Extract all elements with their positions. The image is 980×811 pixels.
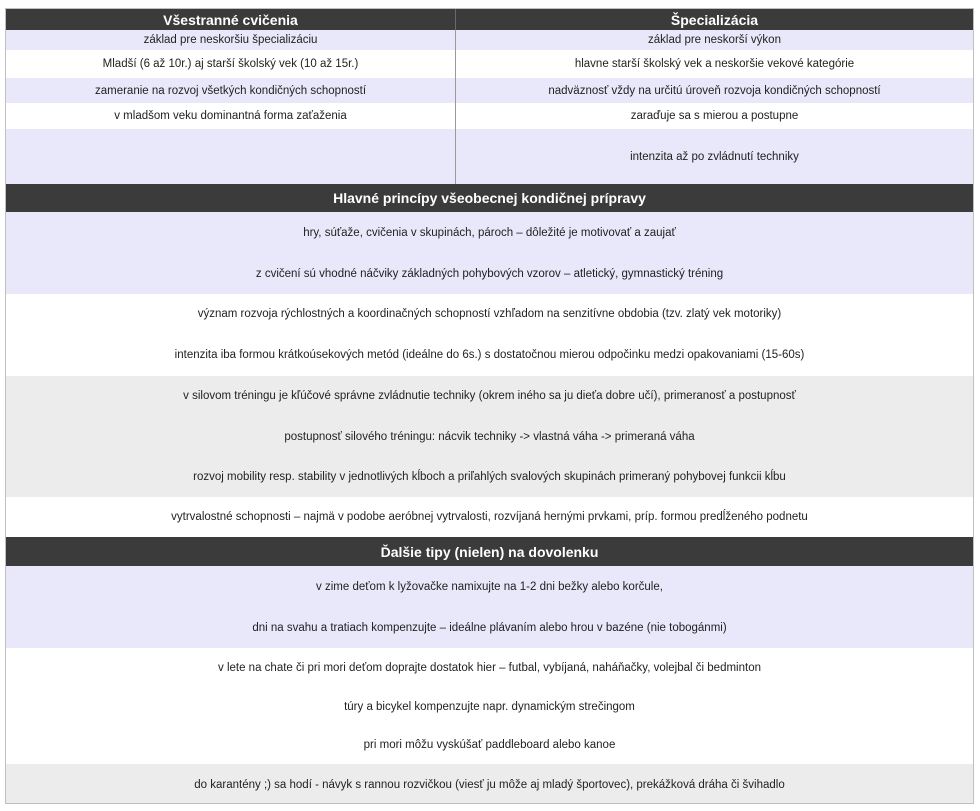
compare-left-cell: zameranie na rozvoj všetkých kondičných schopností [6,78,456,103]
compare-right-cell: zaraďuje sa s mierou a postupne [630,110,799,122]
principle-row: v silovom tréningu je kľúčové správne zvládnutie techniky (okrem iného sa ju dieťa dobre učí), primeranosť a postupnosť [6,376,973,416]
principle-row: intenzita iba formou krátkoúsekových metód (ideálne do 6s.) s dostatočnou mierou odpočinku medzi opakovaniami (15-60s) [6,334,973,376]
tip-row: túry a bicykel kompenzujte napr. dynamickým strečingom [6,687,973,726]
tip-row: v lete na chate či pri mori deťom doprajte dostatok hier – futbal, vybíjaná, naháňačky, volejbal či bedminton [6,648,973,687]
compare-row [6,78,973,103]
compare-left-cell: Mladší (6 až 10r.) aj starší školský vek (10 až 15r.) [6,50,456,78]
principle-row: postupnosť silového tréningu: nácvik techniky -> vlastná váha -> primeraná váha [6,416,973,457]
compare-row [6,129,973,184]
compare-right-cell: hlavne starší školský vek a neskoršie vekové kategórie [574,58,855,70]
compare-right-cell: základ pre neskorší výkon [648,34,781,46]
section-title-principles: Hlavné princípy všeobecnej kondičnej prípravy [6,184,973,212]
principle-row: rozvoj mobility resp. stability v jednotlivých kĺboch a priľahlých svalových skupinách primeraný pohybovej funkcii kĺbu [6,457,973,497]
section-title-tips: Ďalšie tipy (nielen) na dovolenku [6,537,973,566]
compare-row [6,50,973,78]
compare-left-cell [6,129,456,184]
table-header [6,9,973,30]
tip-row: v zime deťom k lyžovačke namixujte na 1-2 dni bežky alebo korčule, [6,566,973,607]
compare-left-cell: v mladšom veku dominantná forma zaťaženia [6,103,456,129]
principle-row: vytrvalostné schopnosti – najmä v podobe aeróbnej vytrvalosti, rozvíjaná hernými prvkami, príp. formou predĺženého podnetu [6,497,973,537]
principle-row: z cvičení sú vhodné náčviky základných pohybových vzorov – atletický, gymnastický tréning [6,254,973,294]
compare-right-cell: intenzita až po zvládnutí techniky [630,150,799,163]
compare-row [6,103,973,129]
principle-row: hry, súťaže, cvičenia v skupinách, pároch – dôležité je motivovať a zaujať [6,212,973,254]
tip-row: dni na svahu a tratiach kompenzujte – ideálne plávaním alebo hrou v bazéne (nie tobogánmi) [6,607,973,648]
compare-right-cell: nadväznosť vždy na určitú úroveň rozvoja kondičných schopností [548,84,881,97]
tip-row: pri mori môžu vyskúšať paddleboard alebo kanoe [6,726,973,764]
tip-row: do karantény ;) sa hodí - návyk s rannou rozvičkou (viesť ju môže aj mladý športovec), prekážková dráha či švihadlo [6,764,973,804]
principle-row: význam rozvoja rýchlostných a koordinačných schopností vzhľadom na senzitívne obdobia (tzv. zlatý vek motoriky) [6,294,973,334]
compare-row [6,30,973,50]
compare-left-cell: základ pre neskoršiu špecializáciu [6,30,456,50]
info-table [5,8,974,804]
header-general-exercises: Všestranné cvičenia [6,9,456,30]
header-specialization: Špecializácia [670,11,759,28]
